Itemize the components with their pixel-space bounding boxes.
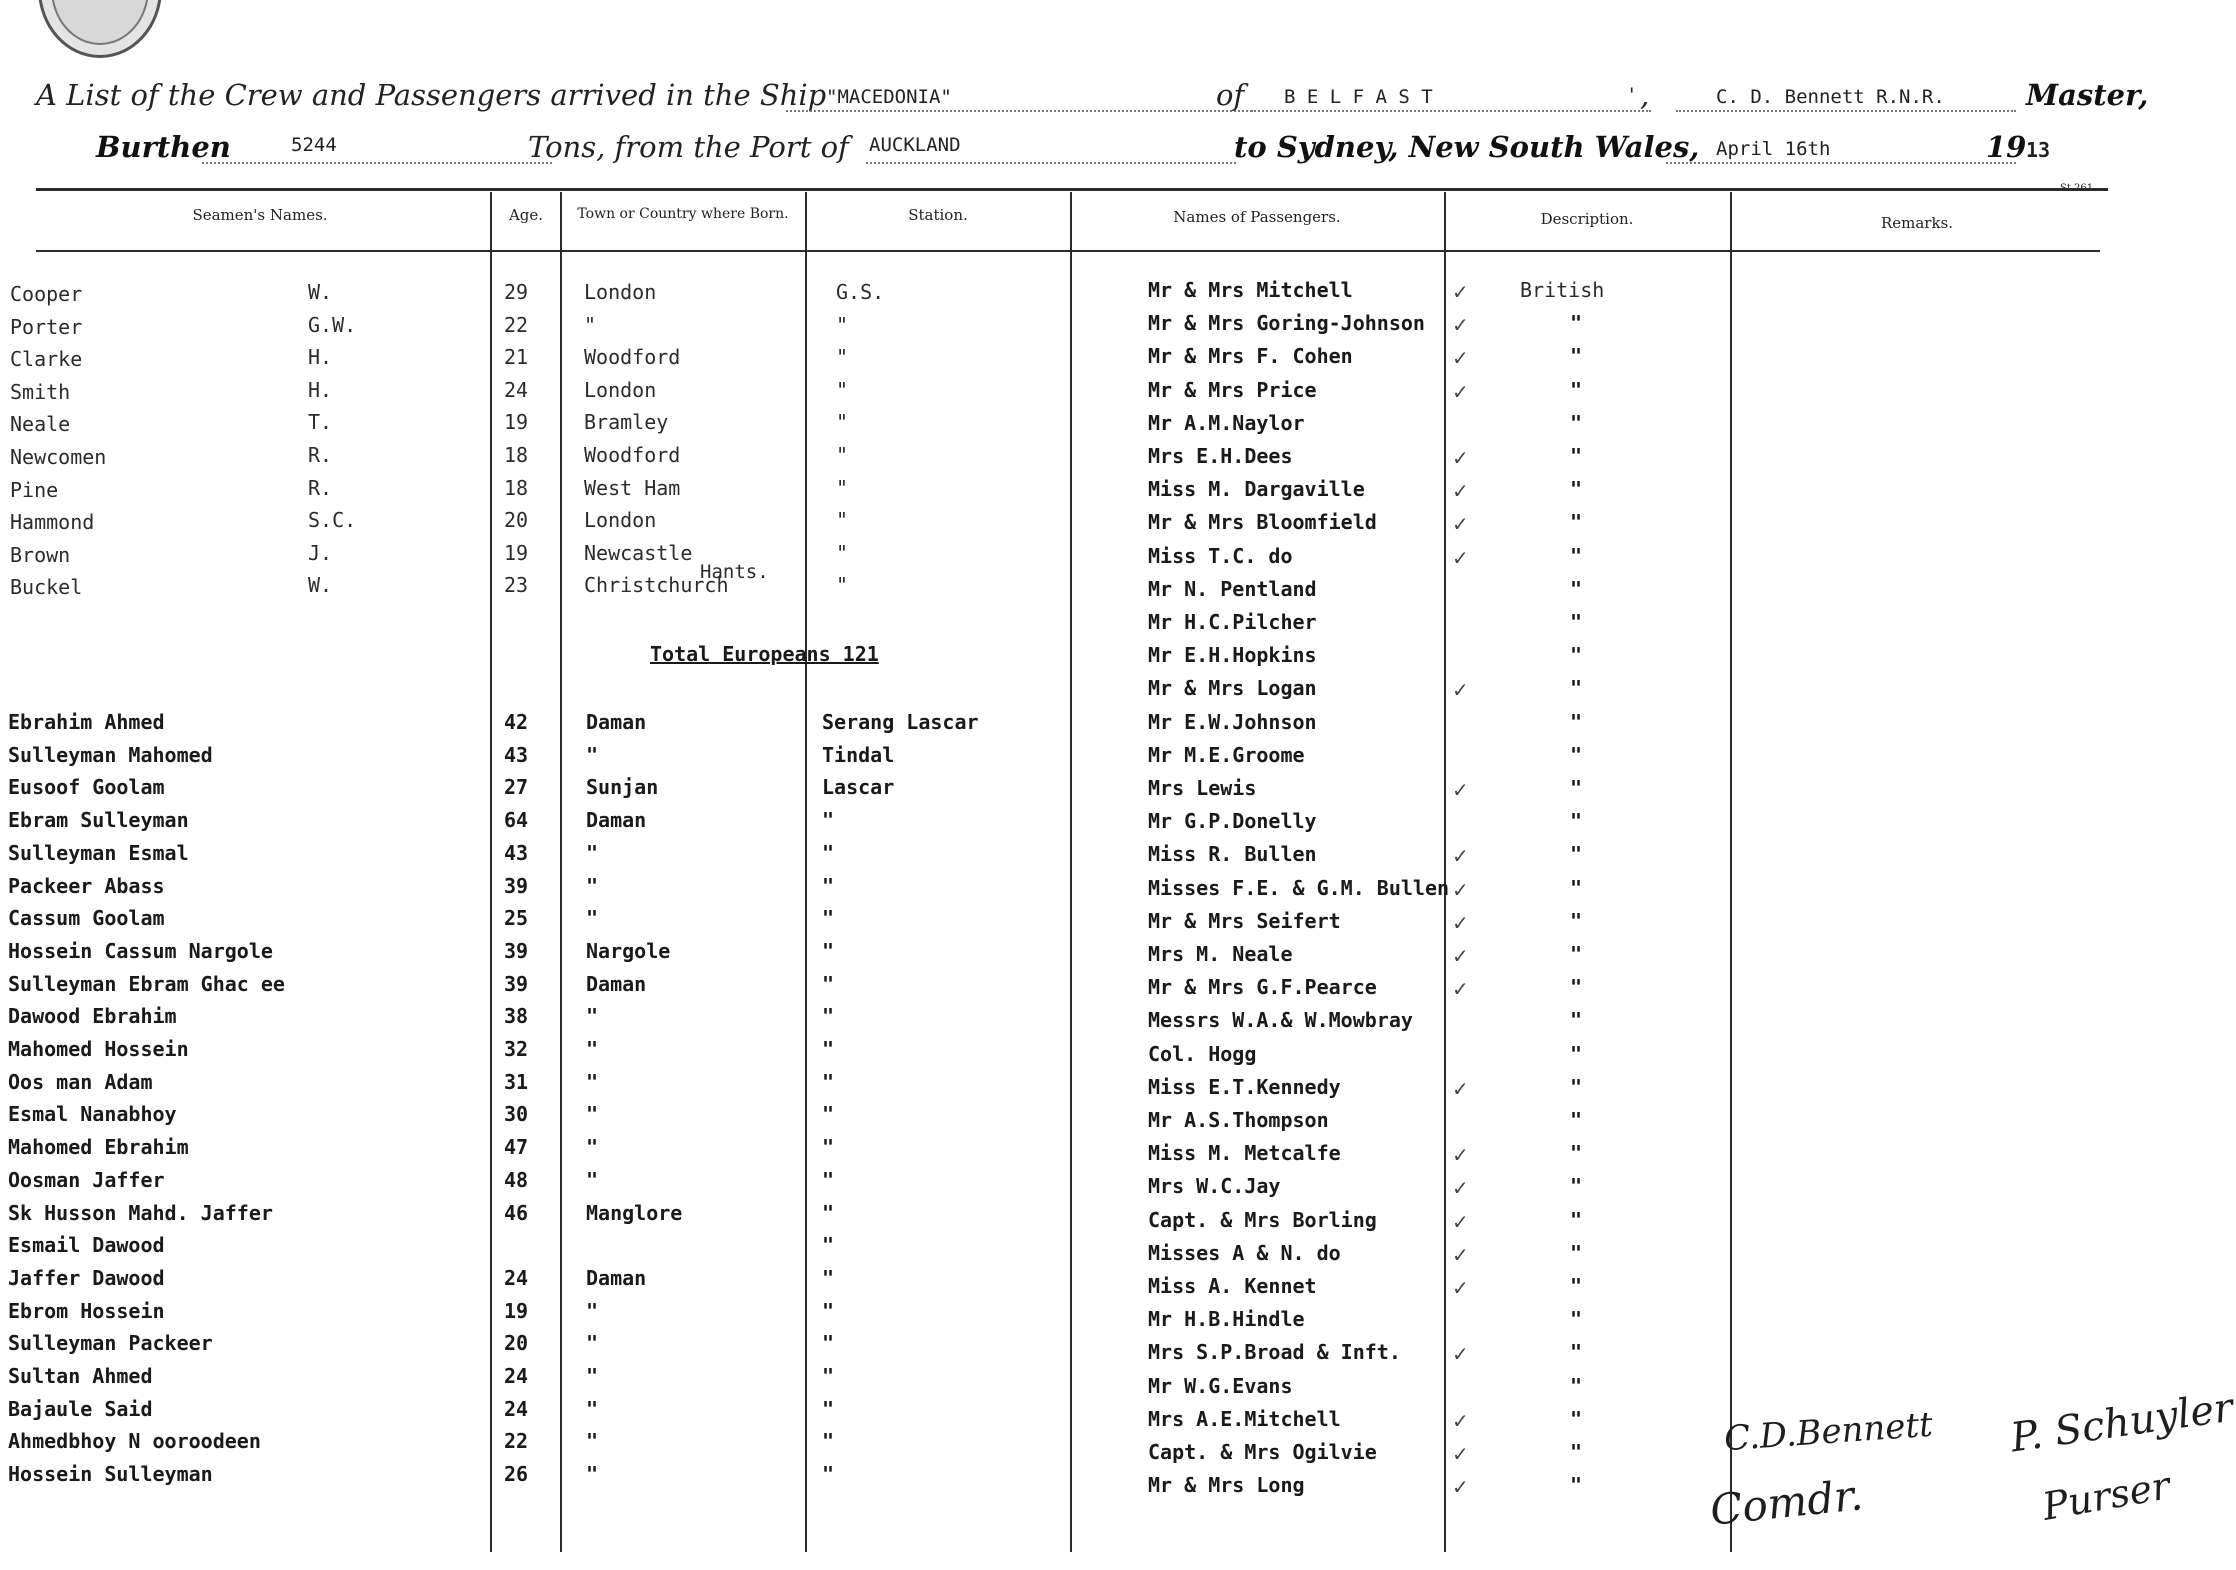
- passenger-description: ": [1570, 809, 1583, 834]
- col-rule-age: [490, 192, 492, 1552]
- passenger-description: ": [1570, 477, 1583, 502]
- crew-born: London: [584, 280, 657, 304]
- passenger-name: Mr & Mrs Logan: [1148, 676, 1317, 701]
- crew-surname: Porter: [10, 314, 83, 339]
- lascar-name: Eusoof Goolam: [8, 775, 165, 800]
- lascar-age: 46: [504, 1200, 529, 1225]
- lascar-station: ": [822, 1069, 835, 1094]
- crew-initials: H.: [308, 377, 333, 402]
- crew-surname: Hammond: [10, 510, 95, 535]
- crew-age: 23: [504, 573, 529, 598]
- lascar-born: Sunjan: [586, 775, 659, 800]
- lascar-born: ": [586, 1069, 599, 1094]
- tick-mark-icon: ✓: [1452, 910, 1469, 935]
- lascar-born: ": [586, 1167, 599, 1192]
- lascar-age: 48: [504, 1167, 529, 1192]
- passenger-description: ": [1570, 510, 1583, 535]
- passenger-description: ": [1570, 1307, 1583, 1332]
- passenger-name: Miss E.T.Kennedy: [1148, 1074, 1341, 1099]
- crew-station: ": [836, 573, 849, 598]
- tick-mark-icon: ✓: [1452, 313, 1469, 338]
- lascar-born: ": [586, 1331, 599, 1356]
- lascar-station: ": [822, 906, 835, 931]
- lascar-station: ": [822, 1396, 835, 1421]
- crew-surname: Neale: [10, 412, 71, 437]
- crew-initials: R.: [308, 475, 333, 500]
- lascar-born: ": [586, 1037, 599, 1061]
- lascar-station: ": [822, 1233, 835, 1258]
- crew-age: 21: [504, 345, 529, 370]
- registry-apostrophe: ': [1626, 84, 1638, 106]
- col-head-description: Description.: [1540, 210, 1634, 228]
- lascar-age: 30: [504, 1102, 529, 1127]
- crew-age: 24: [504, 377, 529, 402]
- crew-born: London: [584, 508, 657, 533]
- lascar-born: ": [586, 1004, 599, 1029]
- lascar-station: ": [822, 1331, 835, 1356]
- passenger-description: ": [1570, 1240, 1583, 1265]
- of-label: of: [1216, 78, 1245, 112]
- lascar-born: ": [586, 1396, 599, 1421]
- crew-born: ": [584, 312, 597, 337]
- crew-age: 18: [504, 475, 529, 500]
- from-port: AUCKLAND: [869, 134, 961, 156]
- passenger-name: Mr & Mrs Mitchell: [1148, 278, 1353, 302]
- tick-mark-icon: ✓: [1452, 1342, 1469, 1367]
- col-rule-passengers: [1070, 192, 1072, 1552]
- passenger-description: ": [1570, 643, 1583, 668]
- lascar-name: Hossein Cassum Nargole: [8, 938, 273, 963]
- tick-mark-icon: ✓: [1452, 479, 1469, 504]
- lascar-name: Mahomed Hossein: [8, 1037, 189, 1061]
- lascar-name: Esmail Dawood: [8, 1233, 165, 1258]
- burthen-label: Burthen: [96, 130, 231, 164]
- passenger-name: Mr & Mrs Seifert: [1148, 908, 1341, 933]
- col-head-seamen: Seamen's Names.: [192, 206, 328, 224]
- passenger-description: ": [1570, 676, 1583, 701]
- lascar-station: ": [822, 938, 835, 963]
- total-europeans: Total Europeans 121: [650, 642, 879, 666]
- lascar-born: Daman: [586, 710, 647, 734]
- lascar-name: Jaffer Dawood: [8, 1265, 165, 1290]
- lascar-station: ": [822, 1004, 835, 1029]
- col-rule-born: [560, 192, 562, 1552]
- passenger-description: ": [1570, 1008, 1583, 1033]
- lascar-age: 31: [504, 1069, 529, 1094]
- passenger-name: Misses F.E. & G.M. Bullen: [1148, 875, 1450, 900]
- tick-mark-icon: ✓: [1452, 1143, 1469, 1168]
- passenger-name: Mr & Mrs Bloomfield: [1148, 510, 1377, 535]
- lascar-age: 39: [504, 971, 529, 996]
- passenger-name: Mrs S.P.Broad & Inft.: [1148, 1340, 1401, 1365]
- tick-mark-icon: ✓: [1452, 446, 1469, 470]
- passenger-name: Miss R. Bullen: [1148, 842, 1317, 867]
- passenger-description: ": [1570, 1406, 1583, 1431]
- crew-station: ": [836, 312, 849, 337]
- passenger-description: ": [1570, 942, 1583, 966]
- lascar-name: Oosman Jaffer: [8, 1167, 165, 1192]
- crew-initials: S.C.: [308, 508, 357, 533]
- lascar-station: ": [822, 1429, 835, 1454]
- crew-station: ": [836, 443, 849, 467]
- passenger-name: Mrs Lewis: [1148, 776, 1257, 800]
- lascar-station: ": [822, 1298, 835, 1323]
- crew-station: ": [836, 540, 849, 565]
- tick-mark-icon: ✓: [1452, 944, 1469, 968]
- crew-station: ": [836, 410, 849, 435]
- crew-surname: Brown: [10, 542, 71, 567]
- passenger-name: Mrs M. Neale: [1148, 942, 1293, 966]
- year-suffix: 13: [2026, 138, 2051, 162]
- passenger-description: ": [1570, 344, 1583, 369]
- crew-age: 19: [504, 410, 529, 435]
- lascar-name: Bajaule Said: [8, 1396, 153, 1421]
- passenger-name: Mr & Mrs Price: [1148, 377, 1317, 402]
- lascar-age: 24: [504, 1364, 529, 1388]
- passenger-description: ": [1570, 377, 1583, 402]
- lascar-name: Ahmedbhoy N ooroodeen: [8, 1429, 261, 1454]
- lascar-name: Mahomed Ebrahim: [8, 1135, 189, 1160]
- lascar-name: Sulleyman Esmal: [8, 840, 189, 865]
- passenger-description: ": [1570, 742, 1583, 767]
- tick-mark-icon: ✓: [1452, 1475, 1469, 1500]
- master-name: C. D. Bennett R.N.R.: [1716, 86, 1945, 108]
- crew-surname: Cooper: [10, 282, 83, 306]
- crew-station: ": [836, 508, 849, 533]
- to-sydney-label: to Sydney, New South Wales,: [1234, 130, 1700, 164]
- passenger-name: Mr H.C.Pilcher: [1148, 610, 1317, 634]
- passenger-name: Mr E.H.Hopkins: [1148, 643, 1317, 668]
- passenger-description: ": [1570, 842, 1583, 867]
- passenger-description: ": [1570, 1373, 1583, 1398]
- tick-mark-icon: ✓: [1452, 1176, 1469, 1201]
- burthen-value: 5244: [291, 134, 337, 156]
- lascar-station: ": [822, 1265, 835, 1290]
- top-rule: [36, 188, 2108, 191]
- col-head-station: Station.: [908, 206, 968, 224]
- signature-purser-title: Purser: [2039, 1463, 2174, 1529]
- passenger-description: British: [1520, 278, 1605, 302]
- crew-initials: J.: [308, 540, 333, 565]
- hants-note: Hants.: [700, 561, 769, 583]
- passenger-description: ": [1570, 1440, 1583, 1464]
- passenger-name: Mrs E.H.Dees: [1148, 444, 1293, 468]
- lascar-age: 22: [504, 1429, 529, 1454]
- master-label: Master,: [2026, 78, 2149, 112]
- tick-mark-icon: ✓: [1452, 280, 1469, 304]
- passenger-name: Miss M. Dargaville: [1148, 477, 1365, 502]
- crew-station: ": [836, 377, 849, 402]
- lascar-name: Ebrahim Ahmed: [8, 710, 165, 734]
- header-comma: ,: [1640, 78, 1650, 112]
- lascar-name: Sultan Ahmed: [8, 1364, 153, 1388]
- lascar-name: Ebram Sulleyman: [8, 808, 189, 833]
- col-head-remarks: Remarks.: [1880, 214, 1954, 232]
- lascar-age: 43: [504, 742, 529, 767]
- passenger-name: Miss T.C. do: [1148, 543, 1293, 568]
- crew-age: 19: [504, 540, 529, 565]
- lascar-born: Manglore: [586, 1200, 683, 1225]
- passenger-description: ": [1570, 311, 1583, 336]
- col-head-passengers: Names of Passengers.: [1173, 208, 1341, 226]
- lascar-born: ": [586, 1135, 599, 1160]
- crew-surname: Newcomen: [10, 445, 107, 469]
- passenger-name: Mr H.B.Hindle: [1148, 1307, 1305, 1332]
- col-rule-station: [805, 192, 807, 1552]
- lascar-station: ": [822, 1200, 835, 1225]
- lascar-born: ": [586, 1429, 599, 1454]
- lascar-station: ": [822, 1462, 835, 1487]
- lascar-born: ": [586, 840, 599, 865]
- lascar-born: Nargole: [586, 938, 671, 963]
- col-head-age: Age.: [508, 206, 544, 224]
- lascar-age: 19: [504, 1298, 529, 1323]
- crew-born: Bramley: [584, 410, 669, 435]
- lascar-station: ": [822, 971, 835, 996]
- lascar-name: Esmal Nanabhoy: [8, 1102, 177, 1127]
- passenger-name: Mr M.E.Groome: [1148, 742, 1305, 767]
- passenger-name: Mr G.P.Donelly: [1148, 809, 1317, 834]
- passenger-name: Mr E.W.Johnson: [1148, 709, 1317, 734]
- lascar-born: ": [586, 1364, 599, 1388]
- port-of-registry: B E L F A S T: [1284, 86, 1433, 108]
- passenger-description: ": [1570, 975, 1583, 1000]
- crew-surname: Pine: [10, 477, 59, 502]
- passenger-description: ": [1570, 610, 1583, 634]
- lascar-name: Hossein Sulleyman: [8, 1462, 213, 1487]
- crew-station: G.S.: [836, 280, 885, 304]
- passenger-name: Capt. & Mrs Borling: [1148, 1207, 1377, 1232]
- signature-master: C.D.Bennett: [1722, 1404, 1934, 1460]
- crew-surname: Clarke: [10, 347, 83, 372]
- passenger-name: Mr N. Pentland: [1148, 576, 1317, 601]
- lascar-age: 25: [504, 906, 529, 931]
- lascar-name: Sulleyman Ebram Ghac ee: [8, 971, 285, 996]
- lascar-age: 47: [504, 1135, 529, 1160]
- lascar-name: Packeer Abass: [8, 873, 165, 898]
- lascar-age: 42: [504, 710, 529, 734]
- lascar-age: 26: [504, 1462, 529, 1487]
- lascar-born: ": [586, 873, 599, 898]
- lascar-age: 32: [504, 1037, 529, 1061]
- passenger-name: Mr A.S.Thompson: [1148, 1108, 1329, 1132]
- header-line-2: [36, 130, 2126, 190]
- crew-born: Woodford: [584, 443, 681, 467]
- passenger-name: Mrs W.C.Jay: [1148, 1174, 1281, 1199]
- passenger-name: Capt. & Mrs Ogilvie: [1148, 1440, 1377, 1464]
- tons-label: Tons, from the Port of: [528, 130, 849, 164]
- passenger-description: ": [1570, 1207, 1583, 1232]
- lascar-age: 43: [504, 840, 529, 865]
- tick-mark-icon: ✓: [1452, 1442, 1469, 1466]
- crew-initials: G.W.: [308, 312, 357, 337]
- lascar-name: Cassum Goolam: [8, 906, 165, 931]
- lascar-name: Sulleyman Mahomed: [8, 742, 213, 767]
- crew-initials: W.: [308, 280, 333, 304]
- lascar-station: Tindal: [822, 742, 895, 767]
- crew-initials: T.: [308, 410, 333, 435]
- lascar-station: Lascar: [822, 775, 895, 800]
- signature-purser: P. Schuyler: [2007, 1384, 2236, 1462]
- lascar-born: ": [586, 1298, 599, 1323]
- passenger-description: ": [1570, 1340, 1583, 1365]
- lascar-born: Daman: [586, 808, 647, 833]
- year-prefix: 19: [1986, 130, 2027, 164]
- tick-mark-icon: ✓: [1452, 1076, 1469, 1101]
- passenger-name: Mrs A.E.Mitchell: [1148, 1406, 1341, 1431]
- lascar-born: ": [586, 906, 599, 931]
- lascar-station: ": [822, 840, 835, 865]
- lascar-age: 64: [504, 808, 529, 833]
- passenger-description: ": [1570, 444, 1583, 468]
- tick-mark-icon: ✓: [1452, 877, 1469, 902]
- passenger-description: ": [1570, 410, 1583, 435]
- tick-mark-icon: ✓: [1452, 512, 1469, 537]
- lascar-age: 39: [504, 938, 529, 963]
- lascar-station: ": [822, 1364, 835, 1388]
- tick-mark-icon: ✓: [1452, 778, 1469, 802]
- lascar-station: ": [822, 808, 835, 833]
- passenger-name: Miss M. Metcalfe: [1148, 1141, 1341, 1166]
- lascar-age: 27: [504, 775, 529, 800]
- crew-surname: Smith: [10, 379, 71, 404]
- lascar-station: ": [822, 1037, 835, 1061]
- passenger-description: ": [1570, 1141, 1583, 1166]
- header-line-1: [36, 78, 2149, 138]
- lascar-born: ": [586, 1102, 599, 1127]
- col-head-born: Town or Country where Born.: [577, 206, 789, 222]
- crew-born: Christchurch: [584, 573, 729, 598]
- crew-initials: R.: [308, 443, 333, 467]
- lascar-age: 24: [504, 1396, 529, 1421]
- col-rule-description: [1444, 192, 1446, 1552]
- passenger-description: ": [1570, 543, 1583, 568]
- passenger-description: ": [1570, 1041, 1583, 1066]
- tick-mark-icon: ✓: [1452, 1276, 1469, 1300]
- crew-born: West Ham: [584, 475, 681, 500]
- lascar-born: ": [586, 1462, 599, 1487]
- tick-mark-icon: ✓: [1452, 1408, 1469, 1433]
- passenger-name: Misses A & N. do: [1148, 1240, 1341, 1265]
- lascar-name: Ebrom Hossein: [8, 1298, 165, 1323]
- lascar-name: Dawood Ebrahim: [8, 1004, 177, 1029]
- passenger-description: ": [1570, 908, 1583, 933]
- lascar-born: ": [586, 742, 599, 767]
- lascar-born: Daman: [586, 971, 647, 996]
- passenger-name: Mr & Mrs G.F.Pearce: [1148, 975, 1377, 1000]
- col-rule-remarks: [1730, 192, 1732, 1552]
- tick-mark-icon: ✓: [1452, 379, 1469, 404]
- tick-mark-icon: ✓: [1452, 1209, 1469, 1234]
- passenger-description: ": [1570, 1473, 1583, 1498]
- crew-age: 22: [504, 312, 529, 337]
- passenger-description: ": [1570, 776, 1583, 800]
- passenger-name: Messrs W.A.& W.Mowbray: [1148, 1008, 1413, 1033]
- crew-age: 18: [504, 443, 529, 467]
- ship-name: "MACEDONIA": [826, 86, 952, 108]
- crew-born: London: [584, 377, 657, 402]
- tick-mark-icon: ✓: [1452, 678, 1469, 703]
- tick-mark-icon: ✓: [1452, 977, 1469, 1002]
- tick-mark-icon: ✓: [1452, 346, 1469, 371]
- header-rule: [36, 250, 2100, 252]
- lascar-station: ": [822, 1102, 835, 1127]
- signature-master-title: Comdr.: [1707, 1470, 1866, 1535]
- crew-station: ": [836, 475, 849, 500]
- passenger-description: ": [1570, 709, 1583, 734]
- lascar-age: 39: [504, 873, 529, 898]
- passenger-description: ": [1570, 1274, 1583, 1298]
- passenger-name: Mr & Mrs Goring-Johnson: [1148, 311, 1425, 336]
- tick-mark-icon: ✓: [1452, 844, 1469, 869]
- passenger-name: Mr A.M.Naylor: [1148, 410, 1305, 435]
- passenger-name: Col. Hogg: [1148, 1041, 1257, 1066]
- official-seal-icon: [38, 0, 162, 58]
- passenger-name: Mr & Mrs F. Cohen: [1148, 344, 1353, 369]
- header-title: A List of the Crew and Passengers arrived in the Ship: [36, 78, 827, 112]
- crew-age: 29: [504, 280, 529, 304]
- tick-mark-icon: ✓: [1452, 1242, 1469, 1267]
- passenger-name: Mr & Mrs Long: [1148, 1473, 1305, 1498]
- lascar-age: 20: [504, 1331, 529, 1356]
- crew-initials: H.: [308, 345, 333, 370]
- passenger-description: ": [1570, 1174, 1583, 1199]
- passenger-description: ": [1570, 875, 1583, 900]
- lascar-age: 38: [504, 1004, 529, 1029]
- lascar-age: 24: [504, 1265, 529, 1290]
- passenger-name: Mr W.G.Evans: [1148, 1373, 1293, 1398]
- lascar-born: Daman: [586, 1265, 647, 1290]
- passenger-description: ": [1570, 1108, 1583, 1132]
- lascar-station: ": [822, 1167, 835, 1192]
- crew-surname: Buckel: [10, 575, 83, 600]
- crew-age: 20: [504, 508, 529, 533]
- passenger-description: ": [1570, 1074, 1583, 1099]
- lascar-name: Sulleyman Packeer: [8, 1331, 213, 1356]
- crew-born: Woodford: [584, 345, 681, 370]
- lascar-station: ": [822, 873, 835, 898]
- lascar-name: Sk Husson Mahd. Jaffer: [8, 1200, 273, 1225]
- lascar-name: Oos man Adam: [8, 1069, 153, 1094]
- lascar-station: Serang Lascar: [822, 710, 979, 734]
- passenger-name: Miss A. Kennet: [1148, 1274, 1317, 1298]
- lascar-station: ": [822, 1135, 835, 1160]
- passenger-description: ": [1570, 576, 1583, 601]
- crew-born: Newcastle: [584, 540, 693, 565]
- arrival-date: April 16th: [1716, 138, 1831, 160]
- tick-mark-icon: ✓: [1452, 545, 1469, 570]
- crew-station: ": [836, 345, 849, 370]
- crew-initials: W.: [308, 573, 333, 598]
